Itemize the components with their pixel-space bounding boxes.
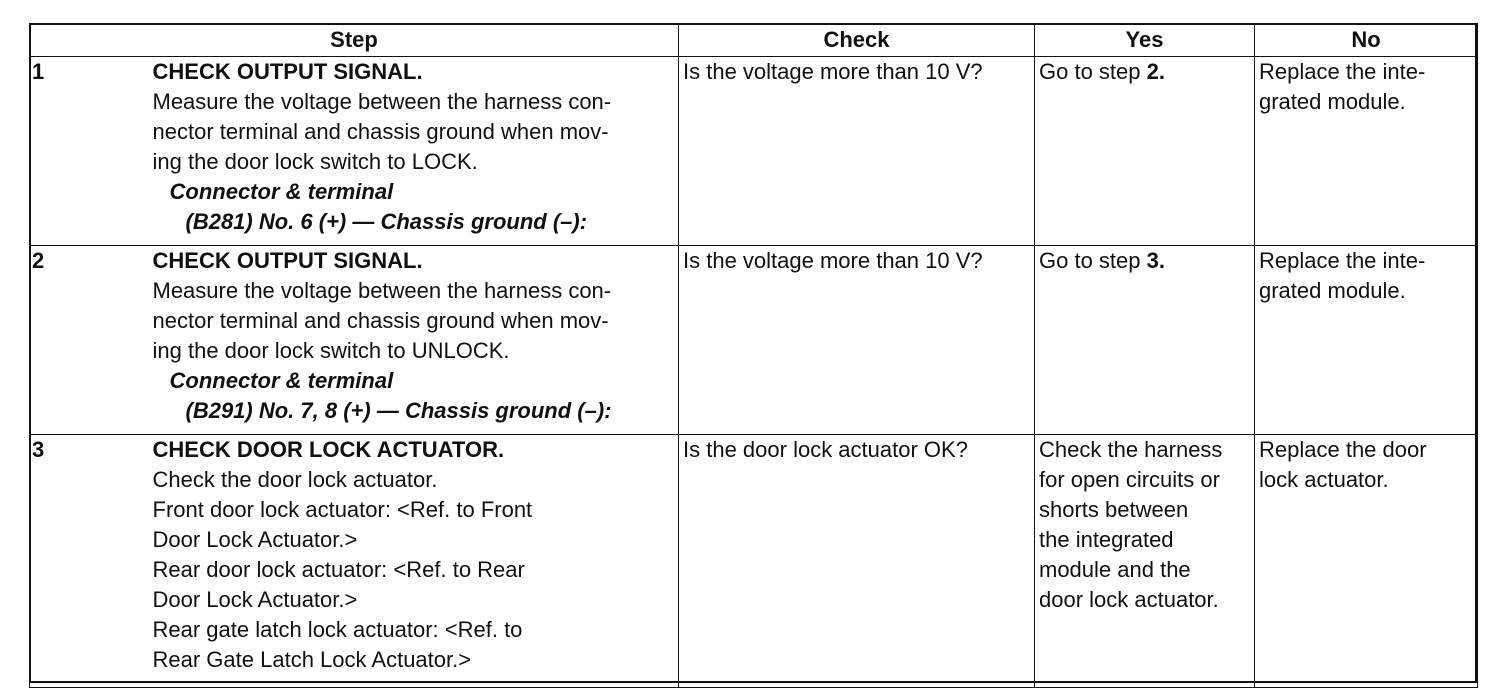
step-text: Measure the voltage between the harness con- nector terminal and chassis ground when mov- ing the door lock switch to UNLOCK. bbox=[152, 278, 612, 363]
connector-detail: (B291) No. 7, 8 (+) — Chassis ground (–): bbox=[185, 398, 612, 423]
goto-step: 3. bbox=[1146, 248, 1165, 273]
step-text: Check the door lock actuator. Front door lock actuator: <Ref. to Front Door Lock Actuator.> Rear door lock actuator: <Ref. to Rear Door Lock Actuator.> Rear gate latch lock actuator: <Ref. to Rear Gate Latch Lock Actuator.> bbox=[152, 467, 533, 672]
header-no: No bbox=[1255, 24, 1478, 57]
header-step: Step bbox=[30, 24, 679, 57]
no-cell: Replace the inte- grated module. bbox=[1255, 246, 1478, 435]
table-border bbox=[29, 23, 1477, 683]
no-cell: Replace the inte- grated module. bbox=[1255, 57, 1478, 246]
yes-cell: Check the harness for open circuits or shorts between the integrated module and the door lock actuator. bbox=[1035, 435, 1255, 688]
header-check: Check bbox=[679, 24, 1035, 57]
goto-step: 2. bbox=[1146, 59, 1165, 84]
step-number: 3 bbox=[30, 435, 153, 688]
step-text: Measure the voltage between the harness con- nector terminal and chassis ground when mov- ing the door lock switch to LOCK. bbox=[152, 89, 612, 174]
check-cell: Is the voltage more than 10 V? bbox=[679, 246, 1035, 435]
step-title: CHECK DOOR LOCK ACTUATOR. bbox=[152, 437, 505, 462]
yes-cell: Go to step 3. bbox=[1035, 246, 1255, 435]
yes-cell: Go to step 2. bbox=[1035, 57, 1255, 246]
connector-label: Connector & terminal bbox=[169, 368, 394, 393]
step-number: 1 bbox=[30, 57, 153, 246]
connector-detail: (B281) No. 6 (+) — Chassis ground (–): bbox=[185, 209, 588, 234]
connector-label: Connector & terminal bbox=[169, 179, 394, 204]
step-title: CHECK OUTPUT SIGNAL. bbox=[152, 248, 423, 273]
no-cell: Replace the door lock actuator. bbox=[1255, 435, 1478, 688]
check-cell: Is the voltage more than 10 V? bbox=[679, 57, 1035, 246]
step-title: CHECK OUTPUT SIGNAL. bbox=[152, 59, 423, 84]
header-yes: Yes bbox=[1035, 24, 1255, 57]
step-number: 2 bbox=[30, 246, 153, 435]
check-cell: Is the door lock actuator OK? bbox=[679, 435, 1035, 688]
